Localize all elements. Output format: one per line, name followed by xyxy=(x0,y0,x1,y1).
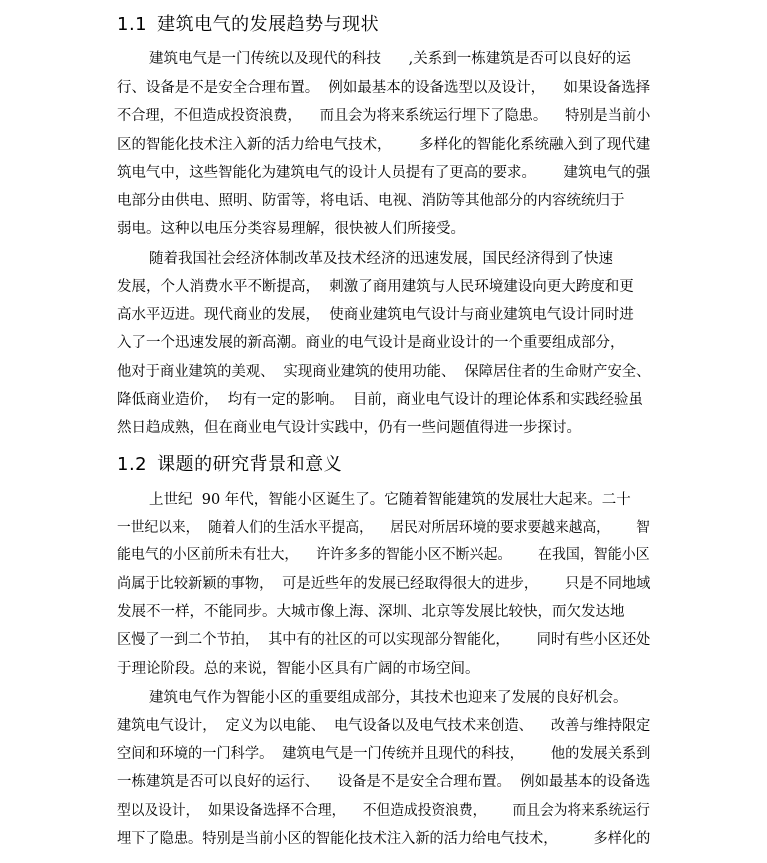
paragraph-line: 空间和环境的一门科学。 建筑电气是一门传统并且现代的科技， 他的发展关系到 xyxy=(117,746,651,762)
section-number: 1.1 xyxy=(117,14,148,35)
paragraph-line: 弱电。这种以电压分类容易理解，很快被人们所接受。 xyxy=(117,221,465,237)
paragraph-line: 高水平迈进。现代商业的发展， 使商业建筑电气设计与商业建筑电气设计同时进 xyxy=(117,307,634,323)
section-title: 建筑电气的发展趋势与现状 xyxy=(157,14,380,35)
paragraph-line: 然日趋成熟，但在商业电气设计实践中，仍有一些问题值得进一步探讨。 xyxy=(117,420,581,436)
section-heading-1-1 xyxy=(117,11,379,39)
paragraph-line: 型以及设计， 如果设备选择不合理， 不但造成投资浪费， 而且会为将来系统运行 xyxy=(117,803,650,819)
section-title: 课题的研究背景和意义 xyxy=(157,454,343,475)
paragraph-line: 尚属于比较新颖的事物， 可是近些年的发展已经取得很大的进步， 只是不同地域 xyxy=(117,576,651,592)
paragraph-line: 一栋建筑是否可以良好的运行、 设备是不是安全合理布置。 例如最基本的设备选 xyxy=(117,774,651,790)
paragraph-line: 随着我国社会经济体制改革及技术经济的迅速发展，国民经济得到了快速 xyxy=(149,251,613,267)
paragraph-line: 他对于商业建筑的美观、 实现商业建筑的使用功能、 保障居住者的生命财产安全、 xyxy=(117,364,651,380)
paragraph-line: 入了一个迅速发展的新高潮。商业的电气设计是商业设计的一个重要组成部分， xyxy=(117,335,625,351)
section-number: 1.2 xyxy=(117,454,148,475)
paragraph-line: 电部分由供电、照明、防雷等，将电话、电视、消防等其他部分的内容统统归于 xyxy=(117,193,625,209)
paragraph-line: 埋下了隐患。特别是当前小区的智能化技术注入新的活力给电气技术， 多样化的 xyxy=(117,831,651,847)
paragraph-line: 于理论阶段。总的来说，智能小区具有广阔的市场空间。 xyxy=(117,661,480,677)
paragraph-line: 建筑电气作为智能小区的重要组成部分，其技术也迎来了发展的良好机会。 xyxy=(149,690,628,706)
paragraph-line: 行、设备是不是安全合理布置。 例如最基本的设备选型以及设计， 如果设备选择 xyxy=(117,80,651,96)
paragraph-line: 上世纪 90 年代，智能小区诞生了。它随着智能建筑的发展壮大起来。二十 xyxy=(149,492,631,508)
paragraph-line: 发展不一样，不能同步。大城市像上海、深圳、北京等发展比较快，而欠发达地 xyxy=(117,604,625,620)
section-heading-1-2 xyxy=(117,451,342,479)
paragraph-line: 发展，个人消费水平不断提高， 刺激了商用建筑与人民环境建设向更大跨度和更 xyxy=(117,279,634,295)
paragraph-line: 不合理，不但造成投资浪费， 而且会为将来系统运行埋下了隐患。 特别是当前小 xyxy=(117,108,651,124)
paragraph-line: 筑电气中，这些智能化为建筑电气的设计人员提有了更高的要求。 建筑电气的强 xyxy=(117,165,651,181)
paragraph-line: 降低商业造价， 均有一定的影响。 目前，商业电气设计的理论体系和实践经验虽 xyxy=(117,392,643,408)
paragraph-line: 能电气的小区前所未有壮大， 许许多多的智能小区不断兴起。 在我国，智能小区 xyxy=(117,547,650,563)
paragraph-line: 区慢了一到二个节拍， 其中有的社区的可以实现部分智能化， 同时有些小区还处 xyxy=(117,632,651,648)
paragraph-line: 区的智能化技术注入新的活力给电气技术， 多样化的智能化系统融入到了现代建 xyxy=(117,137,651,153)
paragraph-line: 建筑电气是一门传统以及现代的科技 ,关系到一栋建筑是否可以良好的运 xyxy=(149,51,631,67)
paragraph-line: 一世纪以来， 随着人们的生活水平提高， 居民对所居环境的要求要越来越高， 智 xyxy=(117,520,650,536)
paragraph-line: 建筑电气设计， 定义为以电能、 电气设备以及电气技术来创造、 改善与维持限定 xyxy=(117,718,651,734)
